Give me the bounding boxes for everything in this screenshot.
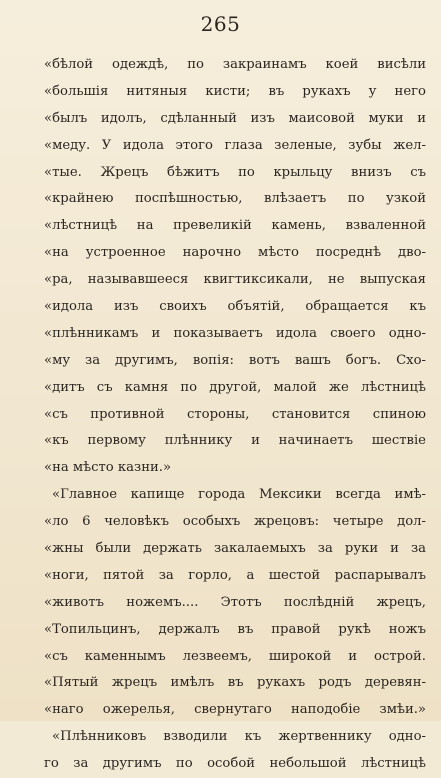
text-line: «му за другимъ, вопія: вотъ вашъ богъ. Схо-: [44, 352, 426, 368]
text-line: «Плѣнниковъ взводили къ жертвеннику одно-: [52, 729, 426, 745]
text-line: «къ первому плѣннику и начинаетъ шествіе: [44, 433, 426, 449]
page-number: 265: [200, 12, 241, 36]
text-line: «съ противной стороны, становится спиною: [44, 406, 426, 422]
body-text: [44, 52, 426, 778]
text-line: «ра, называвшееся квигтиксикали, не выпуская: [44, 272, 426, 288]
text-line: «дитъ съ камня по другой, малой же лѣстницѣ: [44, 379, 426, 395]
text-line: «лѣстницѣ на превеликій камень, взваленной: [44, 218, 426, 234]
text-line: «съ каменнымъ лезвеемъ, широкой и острой.: [44, 648, 426, 664]
text-line: «животъ ножемъ.... Этотъ послѣдній жрецъ,: [44, 594, 426, 610]
text-line: «на устроенное нарочно мѣсто посреднѣ дво-: [44, 245, 426, 261]
text-line: «Главное капище города Мексики всегда имѣ-: [52, 487, 426, 503]
text-line: «наго ожерелья, свернутаго наподобіе змѣи.»: [44, 702, 426, 718]
text-line: «бѣлой одеждѣ, по закраинамъ коей висѣли: [44, 57, 426, 72]
text-line: «большія нитяныя кисти; въ рукахъ у него: [44, 83, 426, 99]
text-line: «жны были держать закалаемыхъ за руки и за: [44, 541, 426, 557]
text-line: «плѣнникамъ и показываетъ идола своего одно-: [44, 325, 426, 341]
text-line: «на мѣсто казни.»: [44, 460, 172, 476]
text-line: «тые. Жрецъ бѣжитъ по крыльцу внизъ съ: [44, 164, 426, 180]
text-line: «меду. У идола этого глаза зеленые, зубы жел-: [44, 137, 426, 153]
text-line: «Топильцинъ, держалъ въ правой рукѣ ножъ: [44, 621, 426, 637]
text-line: «крайнею поспѣшностью, влѣзаетъ по узкой: [44, 191, 426, 207]
text-line: го за другимъ по особой небольшой лѣстницѣ: [44, 756, 426, 772]
text-line: «ноги, пятой за горло, а шестой распарывалъ: [44, 567, 426, 583]
text-line: «Пятый жрецъ имѣлъ въ рукахъ родъ деревян-: [44, 675, 426, 691]
text-line: «былъ идолъ, сдѣланный изъ маисовой муки и: [44, 110, 426, 126]
text-line: «ло 6 человѣкъ особыхъ жрецовъ: четыре дол-: [44, 514, 426, 530]
text-line: «идола изъ своихъ объятій, обращается къ: [44, 299, 426, 315]
